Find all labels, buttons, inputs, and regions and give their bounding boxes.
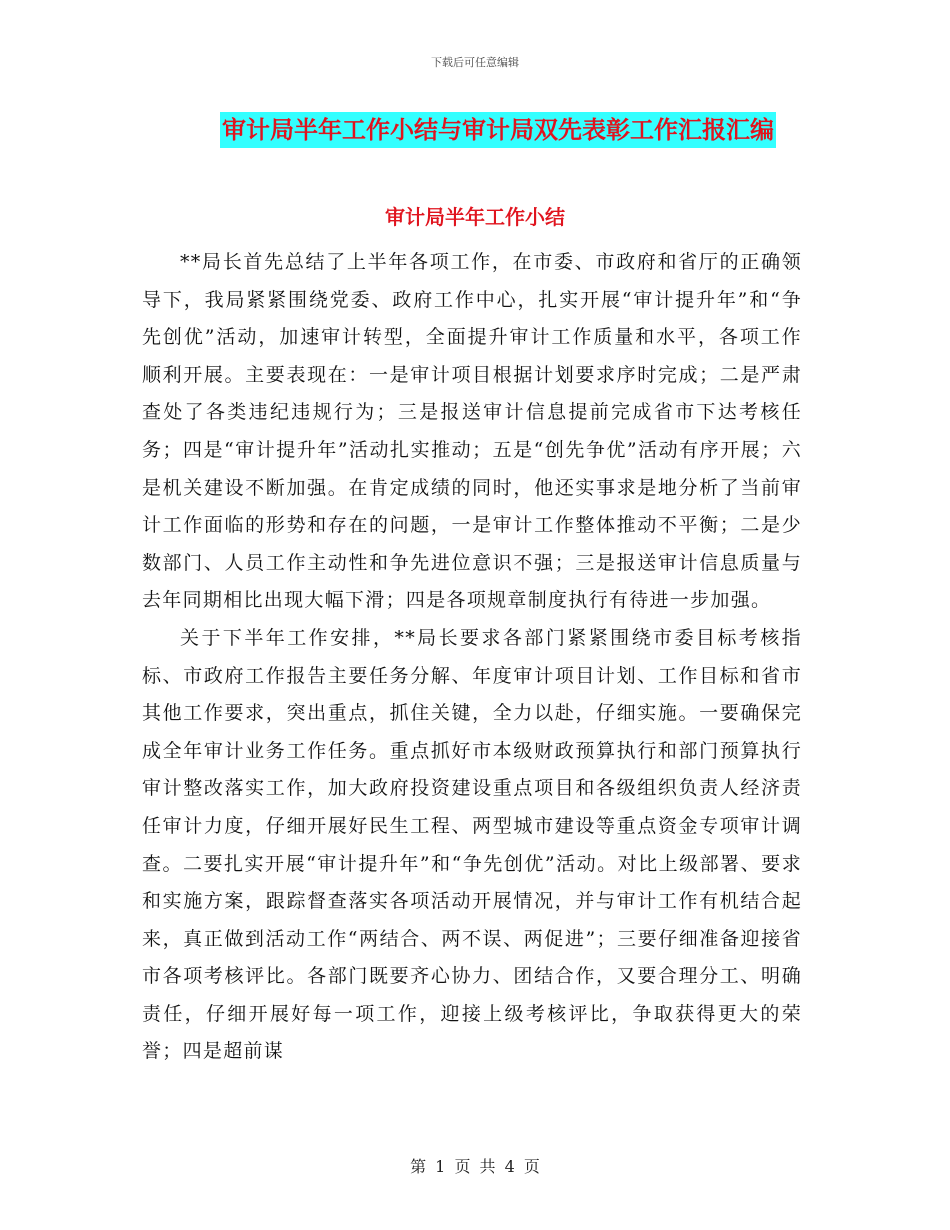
paragraph-1: **局长首先总结了上半年各项工作，在市委、市政府和省厅的正确领导下，我局紧紧围绕党委、政府工作中心，扎实开展“审计提升年”和“争先创优”活动，加速审计转型，全面提升审计工作质量和水平，各项工作顺利开展。主要表现在：一是审计项目根据计划要求序时完成；二是严肃查处了各类违纪违规行为；三是报送审计信息提前完成省市下达考核任务；四是“审计提升年”活动扎实推动；五是“创先争优”活动有序开展；六是机关建设不断加强。在肯定成绩的同时，他还实事求是地分析了当前审计工作面临的形势和存在的问题，一是审计工作整体推动不平衡；二是少数部门、人员工作主动性和争先进位意识不强；三是报送审计信息质量与去年同期相比出现大幅下滑；四是各项规章制度执行有待进一步加强。 [142,251,802,612]
document-body [142,244,802,1071]
page-number-footer: 第 1 页 共 4 页 [410,1157,540,1176]
main-title-container [0,112,950,148]
section-title: 审计局半年工作小结 [385,205,565,229]
paragraph-2: 关于下半年工作安排，**局长要求各部门紧紧围绕市委目标考核指标、市政府工作报告主要任务分解、年度审计项目计划、工作目标和省市其他工作要求，突出重点，抓住关键，全力以赴，仔细实施。一要确保完成全年审计业务工作任务。重点抓好市本级财政预算执行和部门预算执行审计整改落实工作，加大政府投资建设重点项目和各级组织负责人经济责任审计力度，仔细开展好民生工程、两型城市建设等重点资金专项审计调查。二要扎实开展“审计提升年”和“争先创优”活动。对比上级部署、要求和实施方案，跟踪督查落实各项活动开展情况，并与审计工作有机结合起来，真正做到活动工作“两结合、两不误、两促进”；三要仔细准备迎接省市各项考核评比。各部门既要齐心协力、团结合作，又要合理分工、明确责任，仔细开展好每一项工作，迎接上级考核评比，争取获得更大的荣誉；四是超前谋 [142,626,802,1063]
page-header-note: 下载后可任意编辑 [431,56,519,69]
document-main-title: 审计局半年工作小结与审计局双先表彰工作汇报汇编 [220,112,776,148]
